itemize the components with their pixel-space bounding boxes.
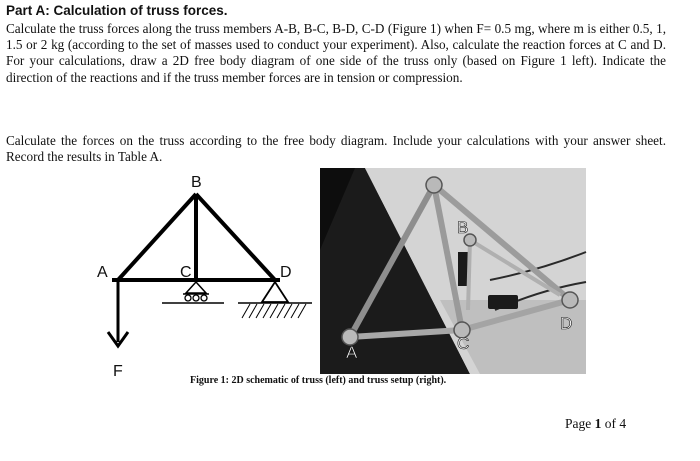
member-b-d <box>196 194 275 280</box>
roller-support <box>162 282 224 303</box>
instructions-paragraph: Calculate the truss forces along the truss members A-B, B-C, B-D, C-D (Figure 1) when F= 0.5 mg, where m is either 0.5, 1, 1.5 or 2 kg (according to the set of masses used to conduct your experiment). Also, calculate the reaction forces at C and D. For your calculations, draw a 2D free body diagram of one side of the truss only (based on Figure 1 left). Indicate the direction of the reactions and if the truss member forces are in tension or compression. <box>6 21 666 85</box>
page-total: 4 <box>619 416 627 431</box>
page-current: 1 <box>594 416 602 431</box>
truss-schematic <box>97 174 312 380</box>
truss-setup-photo <box>320 168 586 374</box>
page-prefix: Page <box>565 416 592 431</box>
page-of: of <box>604 416 616 431</box>
label-b: B <box>191 174 202 191</box>
figure-caption: Figure 1: 2D schematic of truss (left) and truss setup (right). <box>190 375 447 386</box>
label-d: D <box>280 264 292 281</box>
label-f: F <box>113 363 123 380</box>
section-heading: Part A: Calculation of truss forces. <box>6 3 228 18</box>
label-c: C <box>180 264 192 281</box>
pin-support <box>238 282 312 318</box>
photo-label-a: A <box>346 343 358 362</box>
photo-label-b: B <box>457 218 469 237</box>
photo-label-c: C <box>457 334 470 353</box>
figure-1 <box>0 160 700 390</box>
page-indicator <box>565 416 626 432</box>
calculation-paragraph: Calculate the forces on the truss according to the free body diagram. Include your calculations with your answer sheet. Record the results in Table A. <box>6 133 666 165</box>
label-a: A <box>97 264 108 281</box>
photo-label-d: D <box>560 314 573 333</box>
